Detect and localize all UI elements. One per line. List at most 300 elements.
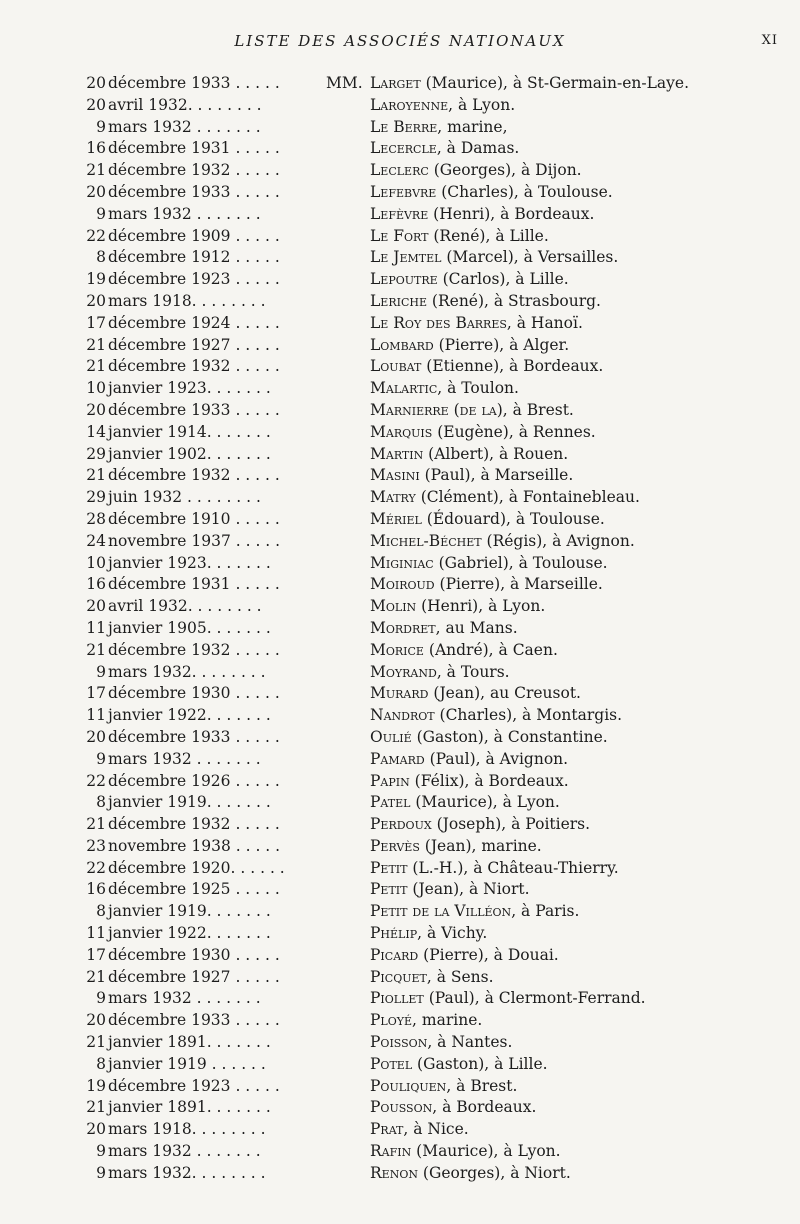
entry-surname: Petit [370,858,408,877]
entry-details: (André), à Caen. [423,640,558,659]
entry-day: 21 [86,1033,106,1052]
entry-date: mars 1932 . . . . . . . [108,989,261,1008]
entry-date: janvier 1891. . . . . . . [108,1033,271,1052]
entry-surname: Lombard [370,335,434,354]
entry-date: janvier 1919 . . . . . . [108,1054,266,1073]
entry-date: décembre 1933 . . . . . [108,1011,280,1030]
entry-day: 11 [86,924,106,943]
entry-surname: Petit [370,880,408,899]
entry-date: janvier 1923. . . . . . . [108,553,271,572]
entry-name [370,879,530,901]
list-item [0,1010,800,1032]
entry-surname: Renon [370,1163,418,1182]
entry-surname: Martin [370,444,424,463]
list-item [0,531,800,553]
list-item [0,574,800,596]
entry-name [370,1010,482,1032]
entry-day: 9 [96,749,106,768]
list-item [0,879,800,901]
entry-day: 10 [86,379,106,398]
entry-name [370,836,542,858]
entry-date: mars 1932 . . . . . . . [108,204,261,223]
entry-details: (Pierre), à Douai. [418,945,559,964]
entry-day: 16 [86,575,106,594]
entry-day: 28 [86,509,106,528]
entry-details: , à Brest. [502,400,574,419]
entry-surname: Moiroud [370,575,435,594]
entry-details: (Eugène), à Rennes. [432,422,596,441]
entry-name [370,1076,517,1098]
list-item [0,727,800,749]
entry-name [370,182,613,204]
entry-day: 8 [96,1054,106,1073]
entry-day: 20 [86,182,106,201]
entry-surname: Malartic [370,379,438,398]
entry-surname: Mériel [370,509,422,528]
entry-details: , marine. [412,1011,483,1030]
entry-date: décembre 1910 . . . . . [108,509,280,528]
entry-details: (Georges), à Niort. [417,1163,571,1182]
entry-date: décembre 1933 . . . . . [108,727,280,746]
entry-name [370,727,608,749]
entry-name [370,291,601,313]
entry-day: 21 [86,357,106,376]
entry-surname: Le Roy des Barres [370,313,507,332]
entry-day: 9 [96,1142,106,1161]
list-item [0,923,800,945]
entry-day: 9 [96,117,106,136]
entry-details: (Henri), à Lyon. [416,597,546,616]
entry-details: , à Tours. [436,662,510,681]
entry-surname: Moyrand [370,662,437,681]
entry-date: décembre 1931 . . . . . [108,139,280,158]
entry-surname: Poisson [370,1033,428,1052]
entry-surname: Murard [370,684,429,703]
entry-surname: Lecercle [370,139,437,158]
list-item [0,444,800,466]
entry-day: 29 [86,488,106,507]
entry-name [370,792,560,814]
entry-details: , à Damas. [436,139,520,158]
entry-surname: Molin [370,597,417,616]
entry-name [370,1054,548,1076]
entry-surname: Pousson [370,1098,433,1117]
entry-day: 10 [86,553,106,572]
entry-details: , à Nantes. [427,1033,513,1052]
entry-surname: Marquis [370,422,433,441]
entry-name [370,1163,571,1185]
entry-name [370,465,573,487]
entry-name [370,901,579,923]
entry-date: décembre 1932 . . . . . [108,466,280,485]
entry-surname: Mordret [370,618,436,637]
entry-day: 20 [86,74,106,92]
entry-name [370,749,568,771]
entry-date: décembre 1909 . . . . . [108,226,280,245]
entry-surname: Picard [370,945,419,964]
entry-date: décembre 1931 . . . . . [108,575,280,594]
entry-date: avril 1932. . . . . . . . [108,95,262,114]
entry-day: 11 [86,706,106,725]
entry-day: 14 [86,422,106,441]
list-item [0,1163,800,1185]
entry-details: (Charles), à Montargis. [434,706,623,725]
list-item [0,1141,800,1163]
entry-date: mars 1932 . . . . . . . [108,1142,261,1161]
entry-name [370,226,549,248]
list-item [0,269,800,291]
entry-surname: Pouliquen [370,1076,447,1095]
entry-date: novembre 1938 . . . . . [108,836,281,855]
entry-date: décembre 1933 . . . . . [108,74,280,92]
entry-name [370,814,590,836]
entry-day: 22 [86,771,106,790]
entry-name [370,422,596,444]
entry-surname: Lefèvre [370,204,429,223]
entry-date: mars 1932 . . . . . . . [108,749,261,768]
list-item [0,662,800,684]
entry-day: 17 [86,684,106,703]
entry-day: 9 [96,1163,106,1182]
entry-name [370,269,569,291]
entry-details: (Jean), marine. [419,836,542,855]
entry-surname: Lefebvre [370,182,437,201]
list-item [0,182,800,204]
entry-surname: Lepoutre [370,270,438,289]
entry-day: 21 [86,335,106,354]
entry-name [370,771,569,793]
entry-surname: Rafin [370,1142,412,1161]
entry-surname: Leclerc [370,161,429,180]
entry-surname: Le Jemtel [370,248,442,267]
entry-day: 21 [86,967,106,986]
entry-day: 21 [86,815,106,834]
entry-details: (Gaston), à Lille. [412,1054,548,1073]
list-item [0,313,800,335]
entry-day: 16 [86,880,106,899]
entry-date: décembre 1932 . . . . . [108,357,280,376]
entry-day: 8 [96,248,106,267]
entry-name [370,967,494,989]
list-item [0,771,800,793]
entry-day: 9 [96,989,106,1008]
list-item [0,95,800,117]
entry-surname: Pamard [370,749,425,768]
entry-date: mars 1918. . . . . . . . [108,291,266,310]
entry-date: décembre 1932 . . . . . [108,640,280,659]
entry-day: 23 [86,836,106,855]
list-item [0,683,800,705]
list-item [0,640,800,662]
entry-details: (Gabriel), à Toulouse. [433,553,608,572]
list-item [0,836,800,858]
list-item [0,160,800,182]
entry-day: 19 [86,1076,106,1095]
entry-date: janvier 1923. . . . . . . [108,379,271,398]
entry-date: décembre 1925 . . . . . [108,880,280,899]
entry-details: , à Lyon. [448,95,516,114]
entry-details: , au Mans. [435,618,518,637]
entry-name [370,1032,512,1054]
entry-name [370,356,603,378]
entry-name [370,509,605,531]
entry-details: (Félix), à Bordeaux. [409,771,569,790]
entry-name [370,378,519,400]
entry-surname: Michel-Béchet [370,531,482,550]
entry-day: 20 [86,95,106,114]
entry-name [370,1141,561,1163]
entry-details: , à Paris. [511,902,580,921]
entry-details: (Pierre), à Marseille. [434,575,603,594]
entry-date: mars 1932 . . . . . . . [108,117,261,136]
list-item [0,596,800,618]
entry-details: , à Hanoï. [506,313,583,332]
entry-details: (Albert), à Rouen. [423,444,569,463]
entry-date: décembre 1930 . . . . . [108,945,280,964]
associates-list [0,73,800,1185]
list-item [0,378,800,400]
entry-surname: Papin [370,771,410,790]
entry-name [370,1097,536,1119]
entry-details: (Paul), à Avignon. [424,749,569,768]
page-title: LISTE DES ASSOCIÉS NATIONAUX [234,32,566,50]
entry-surname: Marnierre (de la) [370,400,503,419]
entry-day: 29 [86,444,106,463]
entry-date: janvier 1914. . . . . . . [108,422,271,441]
entry-details: (Carlos), à Lille. [437,270,569,289]
entry-details: (Jean), au Creusot. [428,684,581,703]
page-header [0,32,800,56]
entry-name [370,400,574,422]
entry-surname: Petit de la Villéon [370,902,512,921]
entry-details: (Charles), à Toulouse. [436,182,613,201]
list-item [0,553,800,575]
entry-details: (Maurice), à Lyon. [411,1142,561,1161]
list-item [0,335,800,357]
entry-date: juin 1932 . . . . . . . . [108,488,261,507]
list-item [0,705,800,727]
entry-day: 21 [86,1098,106,1117]
entry-name [370,73,689,95]
entry-date: janvier 1905. . . . . . . [108,618,271,637]
list-item [0,858,800,880]
entry-details: (Marcel), à Versailles. [441,248,619,267]
entry-details: , à Brest. [446,1076,518,1095]
entry-date: décembre 1930 . . . . . [108,684,280,703]
entry-surname: Leriche [370,291,427,310]
entry-day: 21 [86,466,106,485]
entry-day: 20 [86,1011,106,1030]
entry-day: 8 [96,902,106,921]
entry-name [370,574,603,596]
entry-day: 17 [86,945,106,964]
entry-details: , marine, [437,117,508,136]
entry-surname: Matry [370,488,416,507]
page-number: XI [761,33,778,48]
entry-name [370,705,622,727]
entry-name [370,640,558,662]
entry-date: mars 1932. . . . . . . . [108,662,266,681]
entry-day: 19 [86,270,106,289]
entry-name [370,988,646,1010]
entry-details: (Régis), à Avignon. [481,531,635,550]
entry-surname: Prat [370,1120,404,1139]
entry-details: (Paul), à Clermont-Ferrand. [423,989,646,1008]
entry-name [370,444,568,466]
entry-date: janvier 1902. . . . . . . [108,444,271,463]
entry-date: décembre 1920. . . . . . [108,858,285,877]
entry-date: décembre 1923 . . . . . [108,1076,280,1095]
entry-name [370,313,583,335]
entry-name [370,95,515,117]
list-item [0,138,800,160]
entry-details: (Pierre), à Alger. [433,335,570,354]
list-item [0,291,800,313]
entry-name [370,1119,469,1141]
entry-surname: Masini [370,466,420,485]
entry-surname: Potel [370,1054,413,1073]
entry-day: 20 [86,597,106,616]
entry-details: (Jean), à Niort. [407,880,530,899]
list-item [0,1054,800,1076]
list-item [0,226,800,248]
entry-name [370,553,608,575]
entry-date: décembre 1932 . . . . . [108,815,280,834]
entry-day: 20 [86,1120,106,1139]
list-item [0,618,800,640]
entry-details: (Georges), à Dijon. [428,161,582,180]
entry-name [370,923,487,945]
list-item [0,465,800,487]
entry-date: novembre 1937 . . . . . [108,531,281,550]
entry-day: 11 [86,618,106,637]
entry-surname: Picquet [370,967,427,986]
entry-details: (Henri), à Bordeaux. [428,204,595,223]
entry-day: 22 [86,858,106,877]
list-item [0,247,800,269]
entry-details: , à Vichy. [417,924,488,943]
entry-surname: Phélip [370,924,418,943]
entry-surname: Piollet [370,989,424,1008]
entry-day: 21 [86,161,106,180]
entry-day: 20 [86,727,106,746]
list-item [0,792,800,814]
list-item [0,117,800,139]
list-item [0,901,800,923]
list-item [0,509,800,531]
entry-details: (Maurice), à Lyon. [410,793,560,812]
entry-name [370,596,545,618]
entry-day: 17 [86,313,106,332]
entry-name [370,335,569,357]
entry-name [370,858,619,880]
entry-details: , à Bordeaux. [432,1098,537,1117]
list-item [0,1076,800,1098]
entry-day: 24 [86,531,106,550]
entry-details: , à Toulon. [437,379,519,398]
entry-day: 8 [96,793,106,812]
entry-date: décembre 1924 . . . . . [108,313,280,332]
list-item [0,967,800,989]
entry-surname: Oulié [370,727,412,746]
list-item [0,814,800,836]
entry-date: janvier 1919. . . . . . . [108,793,271,812]
entry-surname: Pervès [370,836,420,855]
entry-date: décembre 1927 . . . . . [108,335,280,354]
entry-details: (Maurice), à St-Germain-en-Laye. [420,74,689,92]
entry-name [370,138,519,160]
entry-date: janvier 1922. . . . . . . [108,706,271,725]
entry-name [370,683,581,705]
entry-date: décembre 1927 . . . . . [108,967,280,986]
entry-date: janvier 1919. . . . . . . [108,902,271,921]
entry-date: décembre 1932 . . . . . [108,161,280,180]
list-item [0,400,800,422]
entry-date: décembre 1933 . . . . . [108,400,280,419]
entry-surname: Miginiac [370,553,434,572]
entry-name [370,618,518,640]
entry-surname: Loubat [370,357,422,376]
entry-day: 16 [86,139,106,158]
entry-name [370,247,618,269]
entry-date: janvier 1922. . . . . . . [108,924,271,943]
entry-details: (René), à Strasbourg. [427,291,601,310]
list-item [0,1119,800,1141]
list-item [0,988,800,1010]
entry-date: décembre 1912 . . . . . [108,248,280,267]
entry-date: décembre 1933 . . . . . [108,182,280,201]
entry-date: avril 1932. . . . . . . . [108,597,262,616]
entry-day: 9 [96,204,106,223]
entry-details: (René), à Lille. [428,226,549,245]
entry-surname: Le Fort [370,226,429,245]
entry-surname: Le Berre [370,117,438,136]
entry-details: , à Sens. [426,967,494,986]
entry-details: (L.-H.), à Château-Thierry. [407,858,619,877]
list-item [0,356,800,378]
entry-name [370,117,508,139]
entry-day: 20 [86,400,106,419]
entry-name [370,160,582,182]
entry-surname: Morice [370,640,424,659]
list-item [0,73,800,95]
entry-surname: Larget [370,74,421,92]
list-item [0,749,800,771]
entry-surname: Patel [370,793,411,812]
list-item [0,204,800,226]
entry-details: (Etienne), à Bordeaux. [421,357,604,376]
entry-day: 20 [86,291,106,310]
entry-day: 9 [96,662,106,681]
entry-day: 21 [86,640,106,659]
list-item [0,487,800,509]
entry-date: décembre 1923 . . . . . [108,270,280,289]
entry-details: (Gaston), à Constantine. [411,727,608,746]
list-item [0,1032,800,1054]
list-item [0,945,800,967]
entry-date: mars 1918. . . . . . . . [108,1120,266,1139]
entry-surname: Perdoux [370,815,432,834]
entry-date: décembre 1926 . . . . . [108,771,280,790]
entry-name [370,204,594,226]
entry-honorific: MM. [326,74,363,92]
entry-day: 22 [86,226,106,245]
entry-surname: Laroyenne [370,95,449,114]
list-item [0,1097,800,1119]
entry-surname: Ployé [370,1011,413,1030]
entry-details: (Paul), à Marseille. [419,466,574,485]
entry-details: (Clément), à Fontainebleau. [415,488,640,507]
